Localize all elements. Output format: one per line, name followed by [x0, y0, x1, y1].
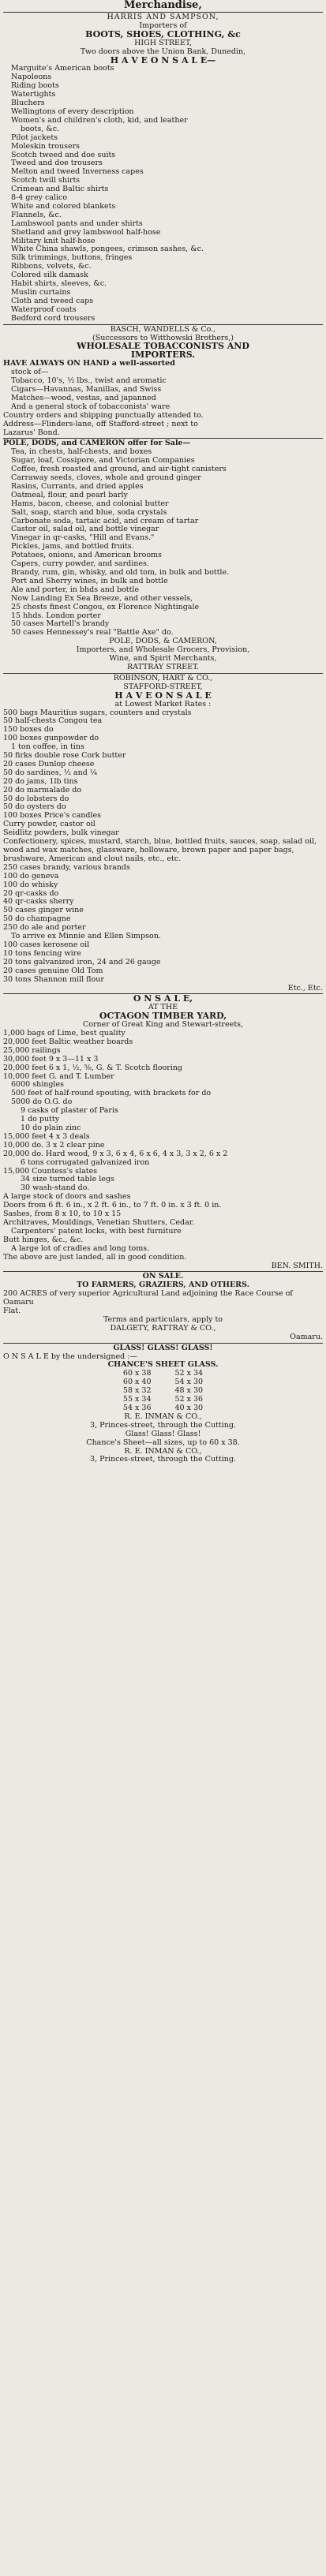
- ad-line: Rasins, Currants, and dried apples: [11, 481, 144, 491]
- ad-line: 15 hhds. London porter: [11, 611, 101, 620]
- ad-line: Wellingtons of every description: [11, 107, 134, 116]
- ad-line: A large stock of doors and sashes: [3, 1192, 131, 1202]
- ad-line: 6 tons corrugated galvanized iron: [21, 1157, 150, 1167]
- ad-line: The above are just landed, all in good condition.: [3, 1252, 187, 1262]
- ad-line: 20 tons galvanized iron, 24 and 26 gauge: [3, 957, 161, 966]
- ad-line: Pilot jackets: [11, 133, 58, 142]
- ad-line: Napoleons: [11, 73, 52, 82]
- ad-line: stock of—: [11, 368, 49, 377]
- ad-line: 8-4 grey calico: [11, 193, 68, 203]
- glass-size: 54 x 36: [122, 1404, 152, 1412]
- ad-line: O N S A L E by the undersigned :—: [3, 1352, 137, 1361]
- glass-size: 40 x 30: [174, 1404, 204, 1412]
- ad-line: And a general stock of tobacconists' ware: [11, 402, 170, 411]
- advertisements: [0, 12, 326, 1464]
- ad-line: Bluchers: [11, 99, 45, 108]
- advertisement-2: [0, 326, 326, 438]
- ad-line: 200 ACRES of very superior Agricultural Land adjoining the Race Course of Oamaru: [3, 1289, 293, 1307]
- ad-line: Melton and tweed Inverness capes: [11, 167, 144, 177]
- ad-line: CHANCE'S SHEET GLASS.: [107, 1360, 219, 1370]
- ad-line: WHOLESALE TOBACCONISTS AND: [77, 341, 249, 352]
- ad-line: 10 tons fencing wire: [3, 948, 81, 958]
- ad-line: 20 do marmalade do: [3, 785, 82, 794]
- glass-size: 48 x 30: [174, 1386, 204, 1396]
- ad-line: Address—Flinders-lane, off Stafford-street ; next to: [3, 419, 198, 428]
- ad-line: 50 cases ginger wine: [3, 906, 84, 915]
- ad-line: Oamaru.: [290, 1332, 323, 1341]
- ad-line: Vinegar in qr-casks, "Hill and Evans.": [11, 533, 155, 543]
- ad-line: Moleskin trousers: [11, 141, 81, 151]
- glass-size: 55 x 34: [122, 1395, 152, 1404]
- ad-line: Crimean and Baltic shirts: [11, 185, 109, 194]
- ad-line: Chance's Sheet—all sizes, up to 60 x 38.: [86, 1438, 240, 1447]
- advertisement-7: [0, 1344, 326, 1465]
- ad-line: 10 do plain zinc: [21, 1123, 81, 1132]
- ad-line: 25 chests finest Congou, ex Florence Nightingale: [11, 602, 200, 611]
- ad-line: Etc., Etc.: [287, 983, 323, 993]
- ad-line: Importers, and Wholesale Grocers, Provision,: [76, 645, 250, 655]
- ad-line: OCTAGON TIMBER YARD,: [99, 1011, 227, 1022]
- ad-line: Tobacco, 10's, ½ lbs., twist and aromatic: [11, 376, 167, 386]
- glass-size-row: [3, 1370, 323, 1378]
- ad-line: Scotch twill shirts: [11, 176, 81, 185]
- ad-line: (Successors to Witthowski Brothers,): [92, 333, 234, 342]
- ad-line: Cloth and tweed caps: [11, 296, 94, 305]
- ad-line: Now Landing Ex Sea Breeze, and other vessels,: [11, 593, 193, 603]
- ad-line: Confectionery, spices, mustard, starch, blue, bottled fruits, sauces, soap, salad oil, wood and wax matches, glassware, holloware, brown paper and paper bags, brushware, American and clout nails, etc., etc.: [3, 837, 317, 863]
- ad-line: 100 do geneva: [3, 871, 59, 880]
- ad-line: 250 cases brandy, various brands: [3, 862, 130, 872]
- ad-line: HARRIS AND SAMPSON,: [107, 13, 219, 21]
- ad-line: Carpenters' patent locks, with best furniture: [11, 1226, 182, 1236]
- ad-line: DALGETY, RATTRAY & CO.,: [110, 1323, 216, 1333]
- glass-size: 58 x 32: [122, 1386, 152, 1396]
- ad-line: Cigars—Havannas, Manillas, and Swiss: [11, 384, 162, 394]
- ad-line: 10,000 feet G. and T. Lumber: [3, 1071, 114, 1081]
- ad-line: Carraway seeds, cloves, whole and ground ginger: [11, 473, 201, 483]
- ad-line: White and colored blankets: [11, 201, 116, 211]
- ad-line: O N S A L E,: [133, 993, 193, 1004]
- ad-line: Ribbons, velvets, &c.: [11, 262, 92, 271]
- ad-line: Carbonate soda, tartaic acid, and cream of tartar: [11, 516, 199, 525]
- ad-line: Waterproof coats: [11, 305, 77, 314]
- ad-line: H A V E O N S A L E: [114, 690, 212, 701]
- ad-line: Pickles, jams, and bottled fruits.: [11, 542, 134, 551]
- ad-line: Doors from 6 ft. 6 in., x 2 ft. 6 in., to 7 ft. 0 in. x 3 ft. 0 in.: [3, 1201, 222, 1210]
- ad-line: Seidlitz powders, bulk vinegar: [3, 828, 119, 838]
- glass-size: 60 x 40: [122, 1378, 152, 1387]
- ad-line: Muslin curtains: [11, 288, 71, 297]
- ad-line: Shetland and grey lambswool half-hose: [11, 227, 161, 237]
- ad-line: H A V E O N S A L E—: [110, 54, 216, 65]
- ad-line: ON SALE.: [142, 1272, 184, 1281]
- ad-line: 20,000 do. Hard wood, 9 x 3, 6 x 4, 6 x 6, 4 x 3, 3 x 2, 6 x 2: [3, 1149, 228, 1158]
- ad-line: 100 boxes Price's candles: [3, 811, 101, 821]
- glass-size: 52 x 34: [174, 1369, 204, 1378]
- ad-line: Silk trimmings, buttons, fringes: [11, 253, 133, 263]
- ad-line: Lazarus' Bond.: [3, 428, 60, 437]
- ad-line: STAFFORD-STREET,: [123, 682, 203, 691]
- ad-line: TO FARMERS, GRAZIERS, AND OTHERS.: [77, 1281, 249, 1290]
- ad-line: Wine, and Spirit Merchants,: [109, 654, 217, 664]
- ad-line: HIGH STREET,: [134, 38, 192, 47]
- ad-line: 50 do sardines, ½ and ¼: [3, 768, 98, 777]
- ad-line: IMPORTERS.: [130, 350, 196, 361]
- ad-line: 100 do whisky: [3, 880, 58, 889]
- ad-line: Flat.: [3, 1307, 21, 1316]
- ad-line: GLASS! GLASS! GLASS!: [113, 1343, 213, 1352]
- ad-line: 15,000 Countess's slates: [3, 1166, 98, 1176]
- ad-line: RATTRAY STREET.: [126, 662, 200, 671]
- ad-line: Tea, in chests, half-chests, and boxes: [11, 447, 152, 457]
- ad-line: Sugar, loaf, Cossipore, and Victorian Companies: [11, 456, 195, 465]
- ad-line: Potatoes, onions, and American brooms: [11, 551, 162, 560]
- ad-line: 30,000 feet 9 x 3—11 x 3: [3, 1054, 99, 1064]
- ad-line: 1 do putty: [21, 1115, 60, 1124]
- ad-line: Glass! Glass! Glass!: [125, 1429, 201, 1438]
- ad-line: Flannels, &c.: [11, 210, 62, 219]
- glass-size-row: [3, 1378, 323, 1387]
- ad-line: 50 firks double rose Cork butter: [3, 751, 126, 761]
- ad-line: Oatmeal, flour, and pearl barly: [11, 490, 128, 499]
- ad-line: ROBINSON, HART & CO.,: [113, 673, 213, 682]
- ad-line: 100 boxes gunpowder do: [3, 734, 99, 743]
- ad-line: Military knit half-hose: [11, 236, 96, 245]
- ad-line: 50 do lobsters do: [3, 794, 69, 803]
- ad-line: 50 do champagne: [3, 914, 71, 924]
- ad-line: 20,000 feet Baltic weather boards: [3, 1037, 133, 1046]
- ad-line: Coffee, fresh roasted and ground, and air-tight canisters: [11, 465, 227, 474]
- ad-line: 3, Princes-street, through the Cutting.: [90, 1455, 236, 1464]
- ad-line: Two doors above the Union Bank, Dunedin,: [80, 47, 246, 56]
- section-heading: Merchandise,: [124, 0, 202, 11]
- ad-line: Marguite's American boots: [11, 64, 114, 73]
- ad-line: Sashes, from 8 x 10, to 10 x 15: [3, 1209, 122, 1219]
- advertisement-1: [0, 13, 326, 323]
- ad-line: 30 tons Shannon mill flour: [3, 974, 104, 984]
- ad-line: Importers of: [139, 21, 187, 30]
- ad-line: BEN. SMITH.: [271, 1261, 323, 1270]
- ad-line: Hams, bacon, cheese, and colonial butter: [11, 499, 169, 508]
- ad-line: BOOTS, SHOES, CLOTHING, &c: [85, 28, 241, 39]
- ad-line: 40 qr-casks sherry: [3, 897, 74, 907]
- ad-line: AT THE: [148, 1003, 178, 1012]
- ad-line: 15,000 feet 4 x 3 deals: [3, 1131, 90, 1141]
- ad-line: 20 cases genuine Old Tom: [3, 966, 103, 975]
- ad-line: 150 boxes do: [3, 725, 54, 735]
- glass-size-row: [3, 1387, 323, 1396]
- ad-line: POLE, DODS, & CAMERON,: [109, 637, 217, 646]
- ad-line: 20 do jams, 1lb tins: [3, 776, 78, 786]
- ad-line: White China shawls, pongees, crimson sashes, &c.: [11, 245, 204, 254]
- ad-line: 100 cases kerosene oil: [3, 940, 90, 949]
- ad-line: Ale and porter, in bhds and bottle: [11, 585, 140, 594]
- ad-line: Country orders and shipping punctually attended to.: [3, 410, 204, 420]
- ad-line: 25,000 railings: [3, 1045, 61, 1055]
- ad-line: Brandy, rum, gin, whisky, and old tom, in bulk and bottle.: [11, 568, 230, 577]
- ad-line: boots, &c.: [21, 124, 60, 133]
- ad-line: To arrive ex Minnie and Ellen Simpson.: [11, 932, 161, 941]
- ad-line: 30 wash-stand do.: [21, 1183, 90, 1193]
- ad-line: Architraves, Mouldings, Venetian Shutters, Cedar.: [3, 1217, 195, 1227]
- ad-line: POLE, DODS, and CAMERON offer for Sale—: [3, 439, 191, 448]
- ad-line: R. E. INMAN & CO.,: [124, 1411, 202, 1421]
- ad-line: Port and Sherry wines, in bulk and bottle: [11, 576, 168, 585]
- ad-line: Habit shirts, sleeves, &c.: [11, 279, 107, 289]
- glass-size: 52 x 36: [174, 1395, 204, 1404]
- ad-line: 20 cases Dunlop cheese: [3, 759, 95, 768]
- ad-line: HAVE ALWAYS ON HAND a well-assorted: [3, 359, 175, 368]
- ad-line: Butt hinges, &c., &c.: [3, 1235, 84, 1244]
- glass-size: 54 x 30: [174, 1378, 204, 1387]
- ad-line: 50 half-chests Congou tea: [3, 716, 103, 726]
- ad-line: 50 do oysters do: [3, 802, 66, 812]
- ad-line: 50 cases Hennessey's real "Battle Axe" do.: [11, 628, 174, 637]
- ad-line: R. E. INMAN & CO.,: [124, 1446, 202, 1456]
- advertisement-4: [0, 675, 326, 993]
- ad-line: 1 ton coffee, in tins: [11, 742, 84, 752]
- ad-line: Curry powder, castor oil: [3, 820, 96, 829]
- ad-line: Bedford cord trousers: [11, 313, 96, 323]
- ad-line: Corner of Great King and Stewart-streets,: [82, 1020, 244, 1030]
- ad-line: 3, Princes-street, through the Cutting.: [90, 1420, 236, 1430]
- ad-line: 9 casks of plaster of Paris: [21, 1106, 118, 1116]
- ad-line: Castor oil, salad oil, and bottle vinegar: [11, 525, 159, 534]
- ad-line: Lambswool pants and under shirts: [11, 219, 143, 228]
- ad-line: BASCH, WANDELLS & Co.,: [110, 324, 216, 334]
- ad-line: Matches—wood, vestas, and japanned: [11, 393, 156, 402]
- glass-size: 60 x 38: [122, 1369, 152, 1378]
- ad-line: 50 cases Martell's brandy: [11, 619, 110, 629]
- advertisement-5: [0, 995, 326, 1270]
- ad-line: 34 size turned table legs: [21, 1175, 114, 1184]
- ad-line: 500 feet of half-round spouting, with brackets for do: [11, 1089, 212, 1098]
- ad-line: 10,000 do. 3 x 2 clear pine: [3, 1140, 105, 1150]
- ad-line: 250 do ale and porter: [3, 923, 86, 933]
- ad-line: 1,000 bags of Lime, best quality: [3, 1029, 126, 1038]
- ad-line: 20 qr-casks do: [3, 888, 59, 898]
- ad-line: Scotch tweed and doe suits: [11, 150, 116, 159]
- glass-size-row: [3, 1396, 323, 1404]
- ad-line: Capers, curry powder, and sardines.: [11, 559, 149, 569]
- ad-line: Women's and children's cloth, kid, and leather: [11, 115, 188, 125]
- ad-line: 6000 shingles: [11, 1080, 64, 1090]
- ad-line: 500 bags Mauritius sugars, counters and crystals: [3, 708, 192, 717]
- advertisement-6: [0, 1273, 326, 1341]
- ad-line: Salt, soap, starch and blue, soda crystals: [11, 507, 167, 517]
- ad-line: 20,000 feet 6 x 1, ½, ⅝, G. & T. Scotch flooring: [3, 1063, 183, 1072]
- ad-line: A large lot of cradles and long toms.: [11, 1243, 150, 1253]
- advertisement-3: [0, 439, 326, 671]
- ad-line: 5000 do O.G. do: [11, 1097, 73, 1107]
- ad-line: Terms and particulars, apply to: [103, 1314, 223, 1324]
- ad-line: at Lowest Market Rates :: [114, 699, 212, 708]
- ad-line: Colored silk damask: [11, 271, 88, 280]
- ad-line: Watertights: [11, 90, 56, 99]
- ad-line: Tweed and doe trousers: [11, 159, 103, 168]
- ad-line: Riding boots: [11, 81, 59, 91]
